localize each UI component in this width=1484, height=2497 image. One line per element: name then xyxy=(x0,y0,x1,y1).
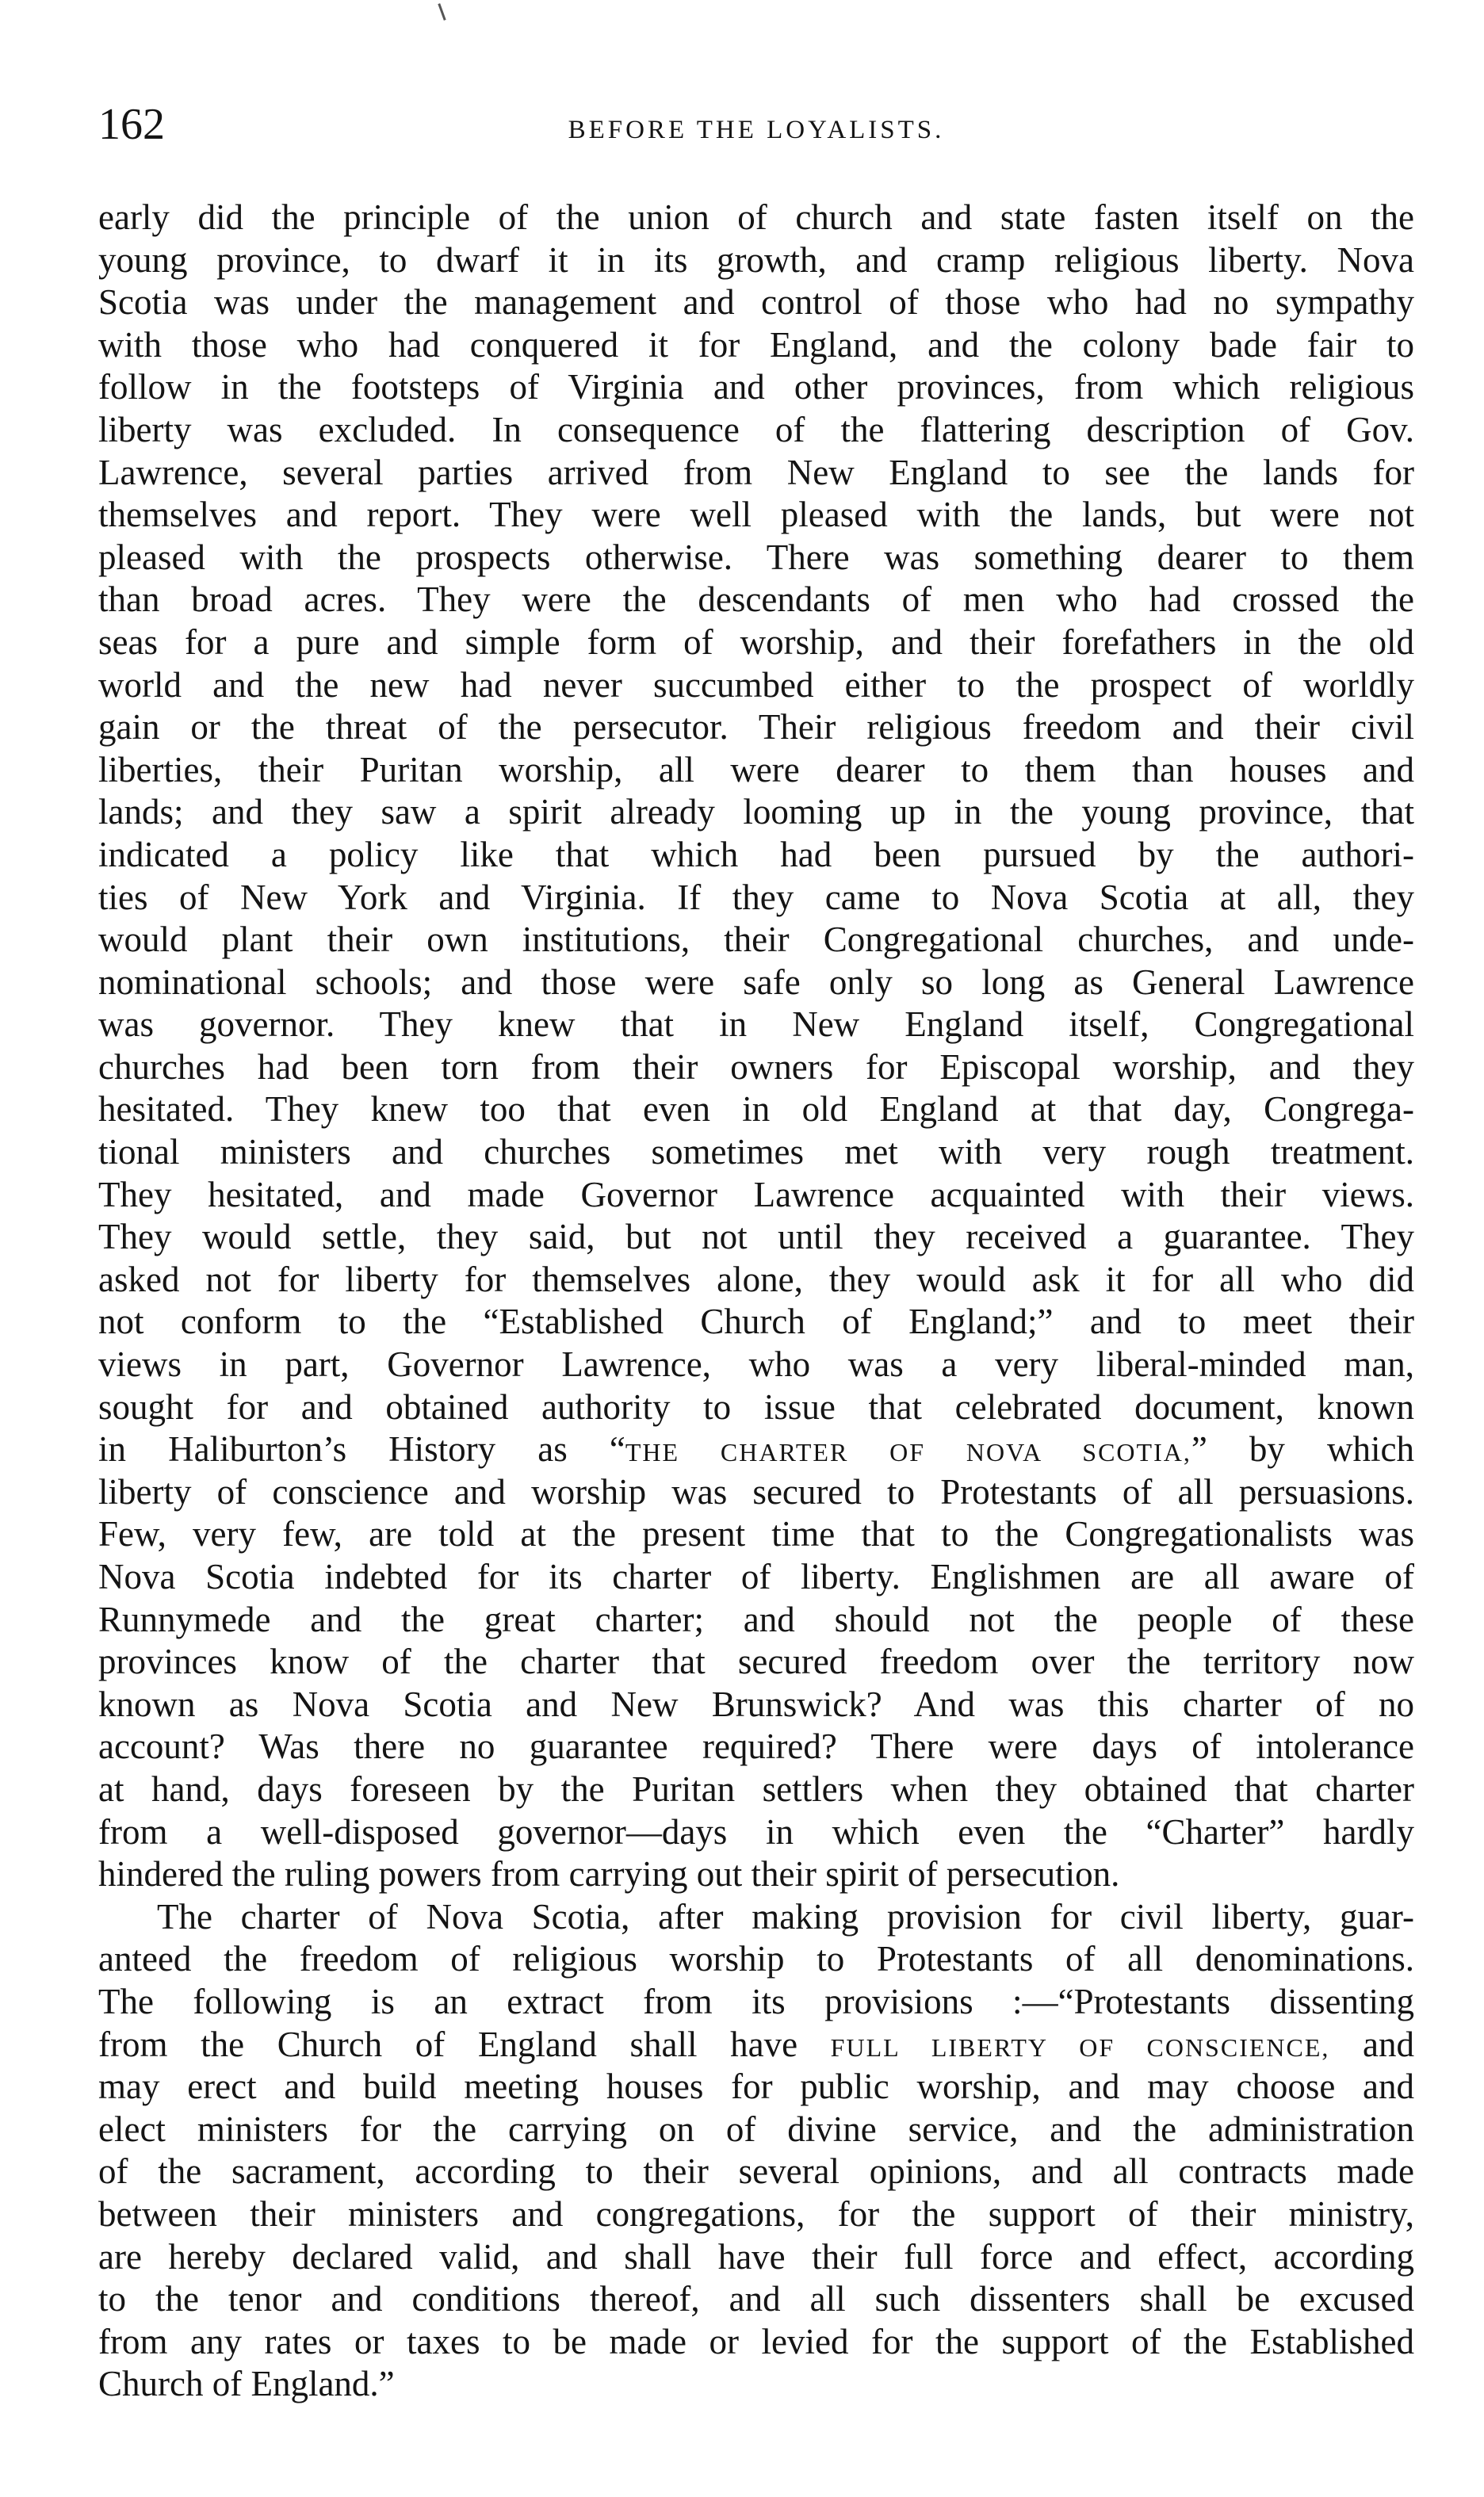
text-line: Lawrence, several parties arrived from New England to see the lands for xyxy=(98,452,1414,492)
text-line: liberty was excluded. In consequence of the flattering description of Gov. xyxy=(98,409,1414,449)
text-line: views in part, Governor Lawrence, who was a very liberal-minded man, xyxy=(98,1344,1414,1385)
text-line: provinces know of the charter that secured freedom over the territory now xyxy=(98,1642,1414,1682)
text-line: early did the principle of the union of church and state fasten itself on the xyxy=(98,197,1414,237)
print-mark xyxy=(438,3,446,21)
text-line: ties of New York and Virginia. If they came to Nova Scotia at all, they xyxy=(98,877,1414,917)
text-run: and xyxy=(1329,2024,1415,2064)
text-line: liberties, their Puritan worship, all were dearer to them than houses and xyxy=(98,749,1414,790)
text-line: to the tenor and conditions thereof, and all such dissenters shall be excused xyxy=(98,2279,1414,2319)
text-line: between their ministers and congregations, for the support of their ministry, xyxy=(98,2193,1414,2234)
text-line: from any rates or taxes to be made or levied for the support of the Established xyxy=(98,2321,1414,2361)
text-line xyxy=(98,1428,1414,1471)
text-line: of the sacrament, according to their several opinions, and all contracts made xyxy=(98,2151,1414,2192)
text-line: Few, very few, are told at the present time that to the Congregationalists was xyxy=(98,1514,1414,1554)
text-line: Church of England.” xyxy=(98,2364,395,2404)
text-line: not conform to the “Established Church of England;” and to meet their xyxy=(98,1302,1414,1342)
text-run: in Haliburton’s History as “ xyxy=(98,1429,625,1470)
text-line: elect ministers for the carrying on of divine service, and the administration xyxy=(98,2109,1414,2149)
text-line: Scotia was under the management and control of those who had no sympathy xyxy=(98,282,1414,323)
text-line: young province, to dwarf it in its growth, and cramp religious liberty. Nova xyxy=(98,239,1414,280)
text-line: churches had been torn from their owners for Episcopal worship, and they xyxy=(98,1046,1414,1087)
text-line: world and the new had never succumbed either to the prospect of worldly xyxy=(98,664,1414,705)
text-line: seas for a pure and simple form of worship, and their forefathers in the old xyxy=(98,621,1414,662)
text-line: nominational schools; and those were safe only so long as General Lawrence xyxy=(98,962,1414,1002)
text-line: would plant their own institutions, their Congregational churches, and unde- xyxy=(98,920,1414,960)
text-line: Runnymede and the great charter; and should not the people of these xyxy=(98,1599,1414,1639)
text-line: They hesitated, and made Governor Lawrence acquainted with their views. xyxy=(98,1174,1414,1214)
running-head: BEFORE THE LOYALISTS. xyxy=(568,116,945,144)
small-caps-run: FULL LIBERTY OF CONSCIENCE, xyxy=(830,2032,1330,2062)
text-line: They would settle, they said, but not until they received a guarantee. They xyxy=(98,1217,1414,1257)
text-line xyxy=(98,2024,1414,2067)
text-line: at hand, days foreseen by the Puritan settlers when they obtained that charter xyxy=(98,1769,1414,1809)
text-line: than broad acres. They were the descendants of men who had crossed the xyxy=(98,579,1414,620)
text-run: from the Church of England shall have xyxy=(98,2024,831,2064)
text-line: follow in the footsteps of Virginia and other provinces, from which religious xyxy=(98,367,1414,407)
text-line: account? Was there no guarantee required? There were days of intolerance xyxy=(98,1726,1414,1767)
body-text xyxy=(98,197,1414,2406)
text-line: themselves and report. They were well pleased with the lands, but were not xyxy=(98,495,1414,535)
text-line: known as Nova Scotia and New Brunswick? And was this charter of no xyxy=(98,1684,1414,1724)
text-line: are hereby declared valid, and shall have their full force and effect, according xyxy=(98,2236,1414,2277)
text-line: Nova Scotia indebted for its charter of liberty. Englishmen are all aware of xyxy=(98,1557,1414,1596)
paragraph-1 xyxy=(98,197,1414,1896)
text-line: indicated a policy like that which had been pursued by the authori- xyxy=(98,834,1414,874)
text-line: The following is an extract from its provisions :—“Protestants dissenting xyxy=(98,1981,1414,2021)
text-line: may erect and build meeting houses for public worship, and may choose and xyxy=(98,2067,1414,2107)
text-line: hindered the ruling powers from carrying out their spirit of persecution. xyxy=(98,1854,1120,1895)
text-run: ” by which xyxy=(1191,1429,1414,1470)
text-line: gain or the threat of the persecutor. Their religious freedom and their civil xyxy=(98,707,1414,748)
text-line: lands; and they saw a spirit already looming up in the young province, that xyxy=(98,792,1414,832)
text-line: was governor. They knew that in New England itself, Congregational xyxy=(98,1004,1414,1045)
text-line: anteed the freedom of religious worship to Protestants of all denominations. xyxy=(98,1939,1414,1979)
paragraph-2 xyxy=(98,1896,1414,2406)
page-header xyxy=(98,97,1414,168)
text-line: liberty of conscience and worship was secured to Protestants of all persuasions. xyxy=(98,1471,1414,1512)
text-line: The charter of Nova Scotia, after making provision for civil liberty, guar- xyxy=(157,1896,1414,1937)
text-line: hesitated. They knew too that even in old England at that day, Congrega- xyxy=(98,1089,1414,1130)
small-caps-run: THE CHARTER OF NOVA SCOTIA, xyxy=(625,1438,1191,1467)
text-line: asked not for liberty for themselves alone, they would ask it for all who did xyxy=(98,1259,1414,1299)
text-line: pleased with the prospects otherwise. There was something dearer to them xyxy=(98,537,1414,577)
text-line: with those who had conquered it for England, and the colony bade fair to xyxy=(98,324,1414,365)
text-line: tional ministers and churches sometimes met with very rough treatment. xyxy=(98,1132,1414,1172)
page-number: 162 xyxy=(98,100,165,149)
text-line: from a well-disposed governor—days in which even the “Charter” hardly xyxy=(98,1811,1414,1852)
text-line: sought for and obtained authority to issue that celebrated document, known xyxy=(98,1386,1414,1427)
